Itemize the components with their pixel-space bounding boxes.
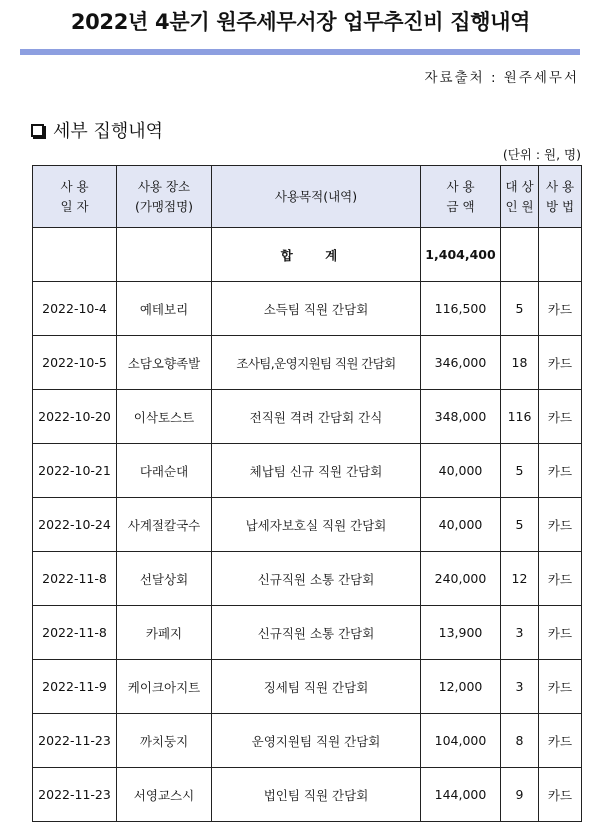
cell-purpose: 법인팀 직원 간담회	[212, 768, 421, 822]
cell-date: 2022-11-23	[33, 768, 117, 822]
header-purpose: 사용목적(내역)	[212, 166, 421, 228]
table-header-row	[33, 166, 582, 228]
cell-place: 사계절칼국수	[117, 498, 212, 552]
cell-date: 2022-10-5	[33, 336, 117, 390]
table-row	[33, 768, 582, 822]
cell-date: 2022-11-9	[33, 660, 117, 714]
cell-place: 예테보리	[117, 282, 212, 336]
cell-date: 2022-10-21	[33, 444, 117, 498]
cell-date: 2022-11-8	[33, 552, 117, 606]
cell-purpose: 운영지원팀 직원 간담회	[212, 714, 421, 768]
expense-table	[32, 165, 582, 822]
cell-amount: 12,000	[421, 660, 501, 714]
table-row	[33, 552, 582, 606]
cell-amount: 40,000	[421, 444, 501, 498]
header-date: 사 용 일 자	[33, 166, 117, 228]
cell-date: 2022-10-20	[33, 390, 117, 444]
cell-method: 카드	[539, 498, 582, 552]
cell-date: 2022-11-23	[33, 714, 117, 768]
cell-date: 2022-10-24	[33, 498, 117, 552]
cell-amount: 144,000	[421, 768, 501, 822]
cell-people: 5	[501, 498, 539, 552]
cell-people: 3	[501, 606, 539, 660]
source-note: 자료출처 : 원주세무서	[424, 70, 579, 86]
cell-purpose: 신규직원 소통 간담회	[212, 552, 421, 606]
table-row	[33, 336, 582, 390]
cell-people: 116	[501, 390, 539, 444]
cell-amount: 40,000	[421, 498, 501, 552]
unit-note: (단위 : 원, 명)	[502, 147, 581, 162]
cell-amount: 346,000	[421, 336, 501, 390]
cell-amount: 240,000	[421, 552, 501, 606]
cell-people: 12	[501, 552, 539, 606]
cell-place: 소담오향족발	[117, 336, 212, 390]
header-people: 대 상 인 원	[501, 166, 539, 228]
cell-purpose: 소득팀 직원 간담회	[212, 282, 421, 336]
cell-place: 다래순대	[117, 444, 212, 498]
cell-people: 5	[501, 282, 539, 336]
header-place: 사용 장소 (가맹점명)	[117, 166, 212, 228]
cell-people: 18	[501, 336, 539, 390]
section-heading	[31, 118, 163, 142]
table-row	[33, 606, 582, 660]
table-row	[33, 444, 582, 498]
cell-place: 케이크아지트	[117, 660, 212, 714]
cell-purpose: 납세자보호실 직원 간담회	[212, 498, 421, 552]
cell-people: 8	[501, 714, 539, 768]
header-amount: 사 용 금 액	[421, 166, 501, 228]
cell-people: 9	[501, 768, 539, 822]
cell-amount: 104,000	[421, 714, 501, 768]
total-row	[33, 228, 582, 282]
cell-purpose: 체납팀 신규 직원 간담회	[212, 444, 421, 498]
header-method: 사 용 방 법	[539, 166, 582, 228]
cell-purpose: 조사팀,운영지원팀 직원 간담회	[212, 336, 421, 390]
cell-method: 카드	[539, 660, 582, 714]
cell-place: 카페지	[117, 606, 212, 660]
cell-place: 까치둥지	[117, 714, 212, 768]
cell-place: 이삭토스트	[117, 390, 212, 444]
cell-method: 카드	[539, 768, 582, 822]
cell-place: 선달상회	[117, 552, 212, 606]
table-row	[33, 714, 582, 768]
cell-people: 5	[501, 444, 539, 498]
cell-purpose: 전직원 격려 간담회 간식	[212, 390, 421, 444]
cell-amount: 13,900	[421, 606, 501, 660]
cell-method: 카드	[539, 336, 582, 390]
cell-people: 3	[501, 660, 539, 714]
cell-purpose: 징세팀 직원 간담회	[212, 660, 421, 714]
table-row	[33, 660, 582, 714]
total-amount: 1,404,400	[421, 228, 501, 282]
cell-date: 2022-11-8	[33, 606, 117, 660]
cell-method: 카드	[539, 552, 582, 606]
cell-method: 카드	[539, 606, 582, 660]
cell-method: 카드	[539, 714, 582, 768]
cell-method: 카드	[539, 282, 582, 336]
page-title: 2022년 4분기 원주세무서장 업무추진비 집행내역	[70, 10, 531, 34]
cell-method: 카드	[539, 444, 582, 498]
cell-purpose: 신규직원 소통 간담회	[212, 606, 421, 660]
cell-amount: 348,000	[421, 390, 501, 444]
table-row	[33, 390, 582, 444]
section-title: 세부 집행내역	[53, 121, 164, 142]
cell-place: 서영교스시	[117, 768, 212, 822]
table-row	[33, 498, 582, 552]
checkbox-icon	[31, 124, 44, 137]
table-row	[33, 282, 582, 336]
cell-date: 2022-10-4	[33, 282, 117, 336]
cell-amount: 116,500	[421, 282, 501, 336]
total-label: 합 계	[212, 228, 421, 282]
title-underline	[20, 49, 580, 55]
cell-method: 카드	[539, 390, 582, 444]
